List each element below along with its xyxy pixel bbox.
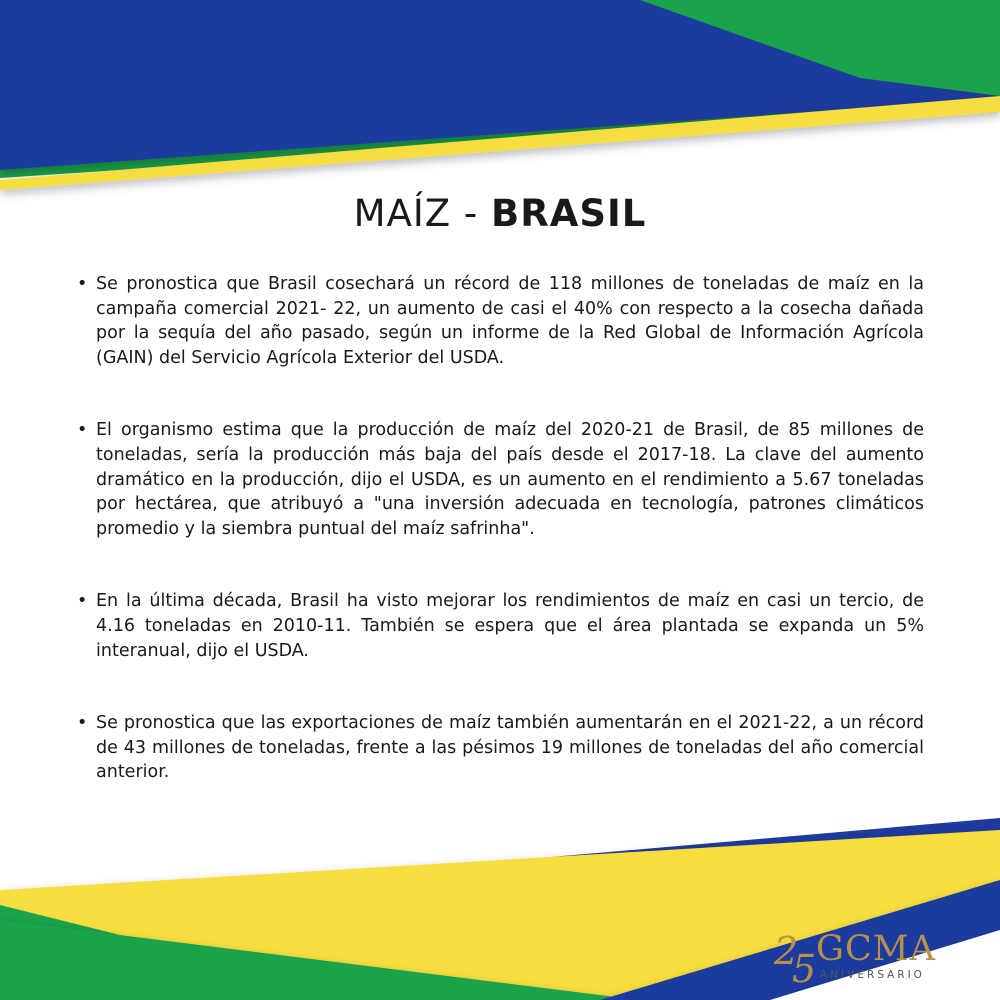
gcma-logo (770, 925, 950, 991)
bullet-item: • En la última década, Brasil ha visto mejorar los rendimientos de maíz en casi un tercio, de 4.16 toneladas en 2010-11. También se espera que el área plantada se expanda un 5% interanual, dijo el USDA. (74, 589, 924, 663)
logo-digit-2: 2 (774, 929, 799, 973)
bullet-item: • Se pronostica que las exportaciones de maíz también aumentarán en el 2021-22, a un récord de 43 millones de toneladas, frente a las pésimos 19 millones de toneladas del año comercial anterior. (74, 711, 924, 785)
logo-subtitle: ANIVERSARIO (820, 969, 925, 981)
bullet-list (74, 272, 924, 785)
title-crop: MAÍZ - (353, 192, 492, 235)
logo-digit-5: 5 (792, 947, 817, 991)
logo-brand: GCMA (816, 929, 936, 969)
title-country: BRASIL (491, 192, 647, 235)
bullet-item: • Se pronostica que Brasil cosechará un récord de 118 millones de toneladas de maíz en la campaña comercial 2021- 22, un aumento de casi el 40% con respecto a la cosecha dañada por la sequía del año pasado, según un informe de la Red Global de Información Agrícola (GAIN) del Servicio Agrícola Exterior del USDA. (74, 272, 924, 370)
page-title (0, 192, 1000, 235)
bullet-item: • El organismo estima que la producción de maíz del 2020-21 de Brasil, de 85 millones de toneladas, sería la producción más baja del país desde el 2017-18. La clave del aumento dramático en la producción, dijo el USDA, es un aumento en el rendimiento a 5.67 toneladas por hectárea, que atribuyó a "una inversión adecuada en tecnología, patrones climáticos promedio y la siembra puntual del maíz safrinha". (74, 418, 924, 541)
